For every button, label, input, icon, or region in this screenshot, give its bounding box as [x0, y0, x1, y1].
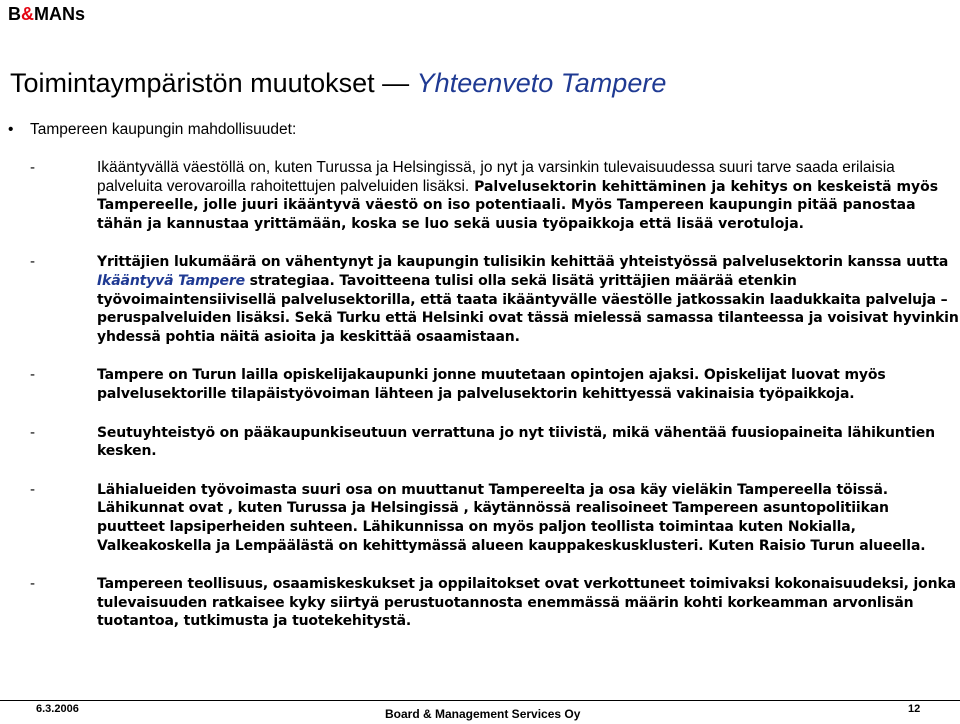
item-text: Tampere on Turun lailla opiskelijakaupunki jonne muutetaan opintojen ajaksi. Opiskelijat luovat myös palvelusektorille tilapäistyövoiman lähteen ja palvelusektorin kehittyessä vakinaisia työpaikkoja. — [97, 367, 886, 402]
bullet-dot: • — [8, 121, 14, 138]
title-subtitle: Yhteenveto Tampere — [416, 68, 667, 98]
slide-title — [10, 68, 666, 99]
item-text-part: Ikääntyvällä väestöllä on, kuten Turussa ja Helsingissä, jo nyt ja varsinkin tulevaisuudessa suuri tarve saada erilaisia palveluita verovaroilla rahoitettujen palveluiden lisäksi. — [97, 159, 895, 195]
footer-divider — [0, 700, 960, 701]
item-dash: - — [30, 424, 36, 441]
list-item — [30, 159, 960, 233]
item-dash: - — [30, 367, 36, 384]
item-text-part: Yrittäjien lukumäärä on vähentynyt ja kaupungin tulisikin kehittää yhteistyössä palvelusektorin kanssa uutta — [97, 254, 949, 271]
item-text-part: strategiaa. Tavoitteena tulisi olla sekä lisätä yrittäjien määrää etenkin työvoimaintensiivisellä palvelusektorilla, että taata ikääntyvälle väestölle jatkossakin laadukkaita palveluja – peruspalveluiden lisäksi. Sekä Turku että Helsinki ovat tässä mielessä samassa tilanteessa ja voisivat hyvinkin yhdessä pohtia näitä asioita ja keskittää osaamistaan. — [97, 272, 959, 345]
logo-part1: B — [8, 4, 21, 24]
strategy-name-highlight: Ikääntyvä Tampere — [97, 272, 245, 289]
item-text: Lähialueiden työvoimasta suuri osa on muuttanut Tampereelta ja osa käy vieläkin Tampereella töissä. Lähikunnat ovat , kuten Turussa ja Helsingissä , käytännössä realisoineet Tampereen asuntopolitiikan puutteet lapsiperheiden suhteen. Lähikunnissa on myös paljon teollista toimintaa kuten Nokialla, Valkeakoskella ja Lempäälästä on kehittymässä alueen kauppakeskusklusteri. Kuten Raisio Turun alueella. — [97, 481, 926, 554]
item-text — [97, 253, 960, 346]
item-dash: - — [30, 481, 36, 498]
bullet-heading-text: Tampereen kaupungin mahdollisuudet: — [30, 121, 297, 138]
item-dash: - — [30, 254, 36, 271]
logo-part2: MANs — [34, 4, 86, 24]
footer-company: Board & Management Services Oy — [385, 707, 581, 721]
list-item — [30, 481, 960, 555]
list-item — [30, 424, 960, 461]
bullet-heading — [8, 121, 296, 139]
item-text: Tampereen teollisuus, osaamiskeskukset ja oppilaitokset ovat verkottuneet toimivaksi kokonaisuudeksi, jonka tulevaisuuden ratkaisee kyky siirtyä perustuotannosta enemmässä määrin kohti korkeamman arvonlisän tuotantoa, tutkimusta ja tuotekehitystä. — [97, 576, 956, 630]
page-number: 12 — [908, 703, 921, 715]
list-item — [30, 253, 960, 346]
item-text-part-bold: Palvelusektorin kehittäminen ja kehitys on keskeistä myös Tampereelle, jolle juuri ikääntyvä väestö on iso potentiaali. Myös Tampereen kaupungin pitää panostaa tähän ja kannustaa yrittämään, koska se luo sekä uusia työpaikkoja että lisää verotuloja. — [97, 178, 939, 232]
company-logo — [8, 4, 85, 25]
logo-ampersand: & — [21, 4, 34, 24]
item-dash: - — [30, 160, 36, 176]
item-text: Seutuyhteistyö on pääkaupunkiseutuun verrattuna jo nyt tiivistä, mikä vähentää fuusiopaineita lähikuntien kesken. — [97, 424, 935, 460]
footer-date: 6.3.2006 — [36, 703, 79, 715]
item-text — [97, 159, 960, 233]
list-item — [30, 575, 960, 631]
item-list — [30, 159, 960, 651]
item-dash: - — [30, 576, 36, 593]
title-main: Toimintaympäristön muutokset — — [10, 68, 410, 98]
list-item — [30, 366, 960, 403]
